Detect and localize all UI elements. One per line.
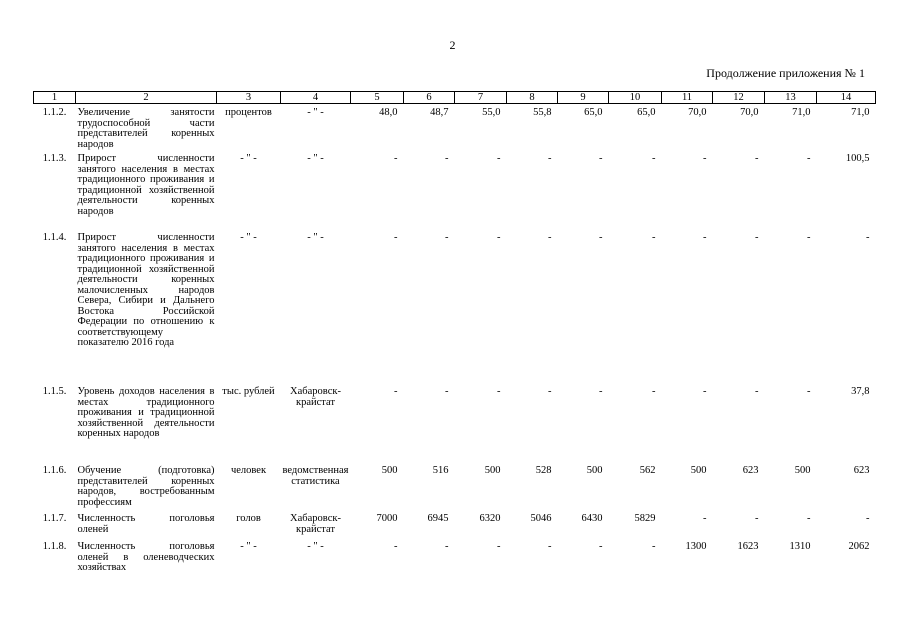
value-cell: 6430 <box>581 513 603 524</box>
indicator-name: Численность поголовья оленей <box>77 513 215 535</box>
column-header: 9 <box>558 92 609 104</box>
unit: голов <box>236 513 261 524</box>
value-cell: - <box>497 386 501 397</box>
value-cell: - <box>394 541 398 552</box>
unit: тыс. рублей <box>222 386 275 397</box>
value-cell: - <box>394 386 398 397</box>
value-cell: 37,8 <box>851 386 870 397</box>
table-row <box>34 383 876 462</box>
value-cell: - <box>755 386 759 397</box>
value-cell: - <box>652 541 656 552</box>
column-header: 11 <box>662 92 713 104</box>
value-cell: - <box>497 541 501 552</box>
value-cell: 65,0 <box>584 107 603 118</box>
value-cell: 562 <box>639 465 656 476</box>
value-cell: 71,0 <box>792 107 811 118</box>
data-source: - " - <box>307 153 324 164</box>
value-cell: 528 <box>535 465 552 476</box>
value-cell: - <box>599 386 603 397</box>
column-header: 8 <box>507 92 558 104</box>
value-cell: - <box>703 513 707 524</box>
value-cell: 500 <box>794 465 811 476</box>
value-cell: - <box>807 386 811 397</box>
table-row <box>34 229 876 383</box>
data-source: ведомственная статистика <box>282 465 349 487</box>
column-header: 12 <box>713 92 765 104</box>
value-cell: 2062 <box>848 541 870 552</box>
column-header: 1 <box>34 92 76 104</box>
value-cell: 500 <box>586 465 603 476</box>
table-row <box>34 104 876 151</box>
value-cell: 623 <box>742 465 759 476</box>
table-row <box>34 462 876 510</box>
value-cell: 5829 <box>634 513 656 524</box>
column-header: 2 <box>76 92 217 104</box>
value-cell: 500 <box>690 465 707 476</box>
value-cell: - <box>548 153 552 164</box>
value-cell: - <box>755 153 759 164</box>
table-row <box>34 150 876 229</box>
value-cell: - <box>445 153 449 164</box>
value-cell: - <box>497 153 501 164</box>
column-header: 5 <box>351 92 404 104</box>
column-header: 14 <box>817 92 876 104</box>
data-source: - " - <box>307 232 324 243</box>
value-cell: - <box>755 513 759 524</box>
value-cell: 623 <box>853 465 870 476</box>
unit: человек <box>230 465 267 476</box>
value-cell: - <box>599 232 603 243</box>
column-header: 3 <box>217 92 281 104</box>
row-code: 1.1.3. <box>42 153 67 164</box>
value-cell: - <box>445 386 449 397</box>
unit: процентов <box>225 107 272 118</box>
value-cell: 71,0 <box>851 107 870 118</box>
value-cell: - <box>599 541 603 552</box>
value-cell: 7000 <box>376 513 398 524</box>
value-cell: 65,0 <box>637 107 656 118</box>
column-header: 13 <box>765 92 817 104</box>
value-cell: - <box>548 232 552 243</box>
indicator-name: Обучение (подготовка) представителей коренных народов, востребованным профессиям <box>77 465 215 508</box>
value-cell: - <box>652 232 656 243</box>
value-cell: - <box>807 232 811 243</box>
column-header: 10 <box>609 92 662 104</box>
value-cell: 70,0 <box>740 107 759 118</box>
data-source: - " - <box>307 107 324 118</box>
data-source: - " - <box>307 541 324 552</box>
row-code: 1.1.6. <box>42 465 67 476</box>
row-code: 1.1.2. <box>42 107 67 118</box>
value-cell: 516 <box>432 465 449 476</box>
value-cell: - <box>394 153 398 164</box>
indicator-name: Прирост численности занятого населения в местах традиционного проживания и традиционной хозяйственной деятельности коренных народов <box>77 153 215 217</box>
row-code: 1.1.8. <box>42 541 67 552</box>
value-cell: - <box>866 513 870 524</box>
row-code: 1.1.7. <box>42 513 67 524</box>
row-code: 1.1.5. <box>42 386 67 397</box>
data-source: Хабаровск-крайстат <box>290 513 341 535</box>
value-cell: - <box>445 541 449 552</box>
value-cell: - <box>703 232 707 243</box>
unit: - " - <box>240 232 257 243</box>
column-header: 6 <box>404 92 455 104</box>
value-cell: 100,5 <box>845 153 870 164</box>
value-cell: 500 <box>381 465 398 476</box>
value-cell: - <box>497 232 501 243</box>
value-cell: - <box>652 386 656 397</box>
value-cell: 6320 <box>479 513 501 524</box>
value-cell: - <box>807 153 811 164</box>
appendix-continuation-title: Продолжение приложения № 1 <box>706 66 865 80</box>
value-cell: 5046 <box>530 513 552 524</box>
column-header: 7 <box>455 92 507 104</box>
value-cell: 55,8 <box>533 107 552 118</box>
value-cell: 48,0 <box>379 107 398 118</box>
value-cell: 48,7 <box>430 107 449 118</box>
page-number: 2 <box>449 38 456 52</box>
table-row <box>34 538 876 576</box>
unit: - " - <box>240 153 257 164</box>
value-cell: - <box>599 153 603 164</box>
value-cell: - <box>548 541 552 552</box>
value-cell: - <box>755 232 759 243</box>
indicator-name: Уровень доходов населения в местах традиционного проживания и традиционной хозяйственной деятельности коренных народов <box>77 386 215 439</box>
value-cell: 70,0 <box>688 107 707 118</box>
unit: - " - <box>240 541 257 552</box>
indicator-name: Прирост численности занятого населения в местах традиционного проживания и традиционной хозяйственной деятельности коренных малочисленных народов Севера, Сибири и Дальнего Востока Российской Федерации по отношению к соответствующему показателю 2016 года <box>77 232 215 348</box>
value-cell: - <box>807 513 811 524</box>
column-header: 4 <box>281 92 351 104</box>
table-row <box>34 510 876 538</box>
value-cell: - <box>445 232 449 243</box>
value-cell: - <box>394 232 398 243</box>
indicator-name: Численность поголовья оленей в оленеводческих хозяйствах <box>77 541 215 573</box>
value-cell: - <box>652 153 656 164</box>
value-cell: 55,0 <box>482 107 501 118</box>
value-cell: 1300 <box>685 541 707 552</box>
data-source: Хабаровск-крайстат <box>290 386 341 408</box>
indicator-name: Увеличение занятости трудоспособной части представителей коренных народов <box>77 107 215 150</box>
value-cell: 1623 <box>737 541 759 552</box>
row-code: 1.1.4. <box>42 232 67 243</box>
value-cell: - <box>703 386 707 397</box>
value-cell: - <box>866 232 870 243</box>
value-cell: - <box>703 153 707 164</box>
table-header-row <box>34 92 876 104</box>
indicators-table <box>33 91 876 576</box>
value-cell: 500 <box>484 465 501 476</box>
value-cell: 1310 <box>789 541 811 552</box>
value-cell: - <box>548 386 552 397</box>
value-cell: 6945 <box>427 513 449 524</box>
